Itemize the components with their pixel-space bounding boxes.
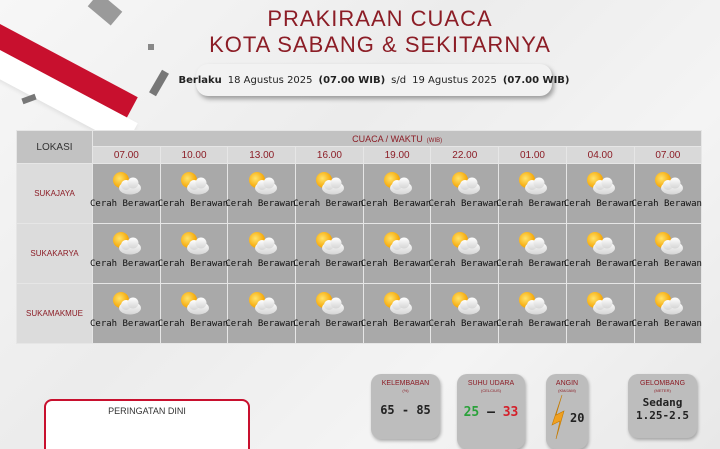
location-row	[17, 224, 702, 284]
humidity-label: KELEMBABAN	[381, 380, 430, 387]
wave-category: Sedang	[642, 396, 683, 409]
condition-label: Cerah Berawan	[90, 319, 161, 329]
wind-card	[546, 374, 588, 449]
early-warning-panel	[44, 399, 250, 449]
partly-cloudy-icon	[515, 230, 549, 256]
forecast-cell	[90, 284, 161, 344]
condition-label: Cerah Berawan	[225, 259, 296, 269]
condition-label: Cerah Berawan	[631, 319, 702, 329]
partly-cloudy-icon	[245, 290, 279, 316]
condition-label: Cerah Berawan	[496, 199, 567, 209]
partly-cloudy-icon	[515, 290, 549, 316]
forecast-cell	[293, 284, 364, 344]
forecast-cell	[225, 224, 296, 284]
forecast-cell	[631, 224, 702, 284]
forecast-table	[16, 130, 702, 344]
wind-unit: (KM/JAM)	[558, 388, 576, 393]
wave-value: 1.25-2.5	[636, 409, 689, 422]
condition-label: Cerah Berawan	[90, 199, 161, 209]
location-name: SUKAMAKMUE	[17, 284, 93, 344]
partly-cloudy-icon	[583, 170, 617, 196]
partly-cloudy-icon	[448, 170, 482, 196]
condition-label: Cerah Berawan	[563, 319, 635, 329]
temperature-label: SUHU UDARA	[467, 380, 515, 387]
time-slot-header: 04.00	[566, 147, 634, 164]
condition-label: Cerah Berawan	[631, 259, 702, 269]
partly-cloudy-icon	[448, 230, 482, 256]
validity-end-date: 19 Agustus 2025	[412, 74, 497, 86]
wave-label: GELOMBANG	[639, 380, 686, 387]
location-name: SUKAKARYA	[17, 224, 93, 284]
location-row	[17, 164, 702, 224]
forecast-cell	[563, 284, 635, 344]
time-slot-header: 07.00	[93, 147, 161, 164]
partly-cloudy-icon	[380, 170, 414, 196]
time-slot-header: 07.00	[634, 147, 702, 164]
partly-cloudy-icon	[312, 170, 346, 196]
condition-label: Cerah Berawan	[225, 319, 296, 329]
condition-label: Cerah Berawan	[157, 199, 229, 209]
condition-label: Cerah Berawan	[428, 259, 499, 269]
validity-start-time: (07.00 WIB)	[318, 74, 386, 86]
partly-cloudy-icon	[245, 170, 279, 196]
temperature-card	[457, 374, 525, 449]
partly-cloudy-icon	[651, 230, 685, 256]
temperature-min: 25	[463, 405, 480, 420]
partly-cloudy-icon	[177, 230, 211, 256]
forecast-cell	[225, 284, 296, 344]
wind-direction-icon	[548, 395, 566, 439]
forecast-cell	[496, 164, 567, 224]
wind-value: 20	[570, 411, 585, 425]
decor-shard	[149, 70, 169, 97]
partly-cloudy-icon	[448, 290, 482, 316]
condition-label: Cerah Berawan	[360, 199, 432, 209]
early-warning-title: PERINGATAN DINI	[108, 406, 186, 416]
forecast-cell	[496, 224, 567, 284]
time-slot-header: 19.00	[363, 147, 431, 164]
temperature-max: 33	[502, 405, 519, 420]
condition-label: Cerah Berawan	[496, 319, 567, 329]
location-header: LOKASI	[17, 131, 93, 164]
time-slot-header: 22.00	[431, 147, 499, 164]
condition-label: Cerah Berawan	[428, 199, 499, 209]
condition-label: Cerah Berawan	[225, 199, 296, 209]
partly-cloudy-icon	[583, 230, 617, 256]
wave-unit: (METER)	[654, 388, 671, 393]
forecast-cell	[293, 164, 364, 224]
humidity-card	[371, 374, 440, 439]
humidity-value: 65 - 85	[380, 403, 431, 417]
forecast-cell	[157, 224, 229, 284]
condition-label: Cerah Berawan	[428, 319, 499, 329]
forecast-cell	[360, 164, 432, 224]
partly-cloudy-icon	[651, 170, 685, 196]
time-slot-header: 13.00	[228, 147, 296, 164]
partly-cloudy-icon	[380, 230, 414, 256]
condition-label: Cerah Berawan	[360, 259, 432, 269]
condition-label: Cerah Berawan	[293, 199, 364, 209]
weather-header: CUACA / WAKTU (WIB)	[93, 131, 702, 147]
forecast-cell	[631, 164, 702, 224]
condition-label: Cerah Berawan	[563, 199, 635, 209]
condition-label: Cerah Berawan	[157, 259, 229, 269]
title-line-1: PRAKIRAAN CUACA	[267, 6, 493, 31]
wind-label: ANGIN	[555, 380, 579, 387]
location-name: SUKAJAYA	[17, 164, 93, 224]
forecast-cell	[631, 284, 702, 344]
condition-label: Cerah Berawan	[360, 319, 432, 329]
forecast-cell	[496, 284, 567, 344]
forecast-cell	[563, 164, 635, 224]
title-line-2: KOTA SABANG & SEKITARNYA	[209, 32, 551, 57]
wave-card	[628, 374, 697, 438]
partly-cloudy-icon	[109, 170, 143, 196]
location-row	[17, 284, 702, 344]
partly-cloudy-icon	[515, 170, 549, 196]
condition-label: Cerah Berawan	[293, 319, 364, 329]
forecast-cell	[225, 164, 296, 224]
time-slot-header: 01.00	[499, 147, 567, 164]
partly-cloudy-icon	[245, 230, 279, 256]
forecast-cell	[428, 224, 499, 284]
validity-end-time: (07.00 WIB)	[502, 74, 570, 86]
time-slot-header: 10.00	[160, 147, 228, 164]
time-slot-header: 16.00	[296, 147, 364, 164]
validity-sep: s/d	[391, 74, 407, 86]
partly-cloudy-icon	[651, 290, 685, 316]
forecast-cell	[293, 224, 364, 284]
condition-label: Cerah Berawan	[157, 319, 229, 329]
validity-banner	[178, 64, 570, 96]
temperature-sep: —	[487, 405, 495, 420]
validity-start-date: 18 Agustus 2025	[227, 74, 313, 86]
decor-shard	[21, 94, 36, 104]
validity-label: Berlaku	[178, 74, 222, 86]
condition-label: Cerah Berawan	[90, 259, 161, 269]
partly-cloudy-icon	[177, 170, 211, 196]
forecast-cell	[360, 224, 432, 284]
partly-cloudy-icon	[109, 290, 143, 316]
condition-label: Cerah Berawan	[631, 199, 702, 209]
condition-label: Cerah Berawan	[496, 259, 567, 269]
partly-cloudy-icon	[380, 290, 414, 316]
condition-label: Cerah Berawan	[563, 259, 635, 269]
decor-shard	[148, 44, 154, 50]
forecast-cell	[428, 164, 499, 224]
forecast-cell	[90, 224, 161, 284]
humidity-unit: (%)	[402, 388, 409, 393]
partly-cloudy-icon	[109, 230, 143, 256]
page-title	[180, 6, 580, 58]
partly-cloudy-icon	[583, 290, 617, 316]
temperature-unit: (CELCIUS)	[480, 388, 501, 393]
forecast-cell	[157, 164, 229, 224]
partly-cloudy-icon	[177, 290, 211, 316]
decor-shard	[88, 0, 123, 26]
partly-cloudy-icon	[312, 290, 346, 316]
partly-cloudy-icon	[312, 230, 346, 256]
condition-label: Cerah Berawan	[293, 259, 364, 269]
forecast-cell	[563, 224, 635, 284]
forecast-cell	[428, 284, 499, 344]
forecast-cell	[157, 284, 229, 344]
forecast-cell	[360, 284, 432, 344]
forecast-cell	[90, 164, 161, 224]
